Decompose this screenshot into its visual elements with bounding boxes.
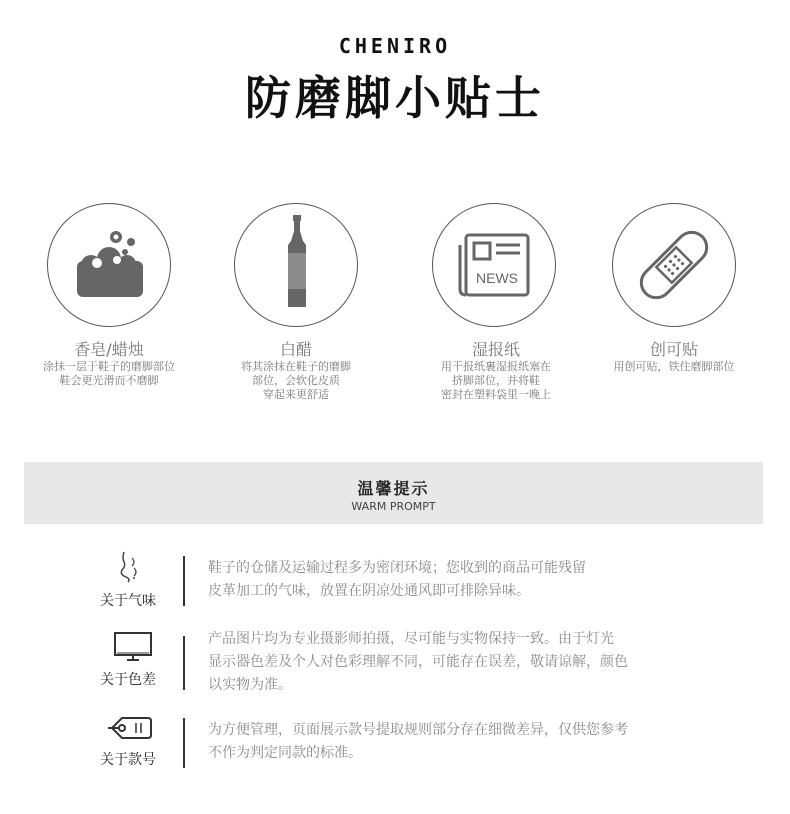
tip-desc-line: 挤脚部位，并将鞋 — [452, 374, 540, 387]
note-text-line: 鞋子的仓储及运输过程多为密闭环境；您收到的商品可能残留 — [208, 560, 586, 576]
tip-label-newspaper: 湿报纸 — [471, 340, 520, 359]
note-label-color: 关于色差 — [100, 672, 156, 688]
tip-desc-line: 涂抹一层于鞋子的磨脚部位 — [43, 360, 175, 373]
warm-prompt-banner — [24, 462, 763, 524]
note-text-smell — [208, 557, 698, 603]
note-text-line: 为方便管理，页面展示款号提取规则部分存在细微差异，仅供您参考 — [208, 722, 628, 738]
tip-desc-line: 将其涂抹在鞋子的磨脚 — [241, 360, 351, 373]
newspaper-icon — [432, 203, 556, 327]
bandage-icon — [612, 203, 736, 327]
tip-circle-soap — [47, 203, 171, 327]
note-text-line: 产品图片均为专业摄影师拍摄，尽可能与实物保持一致。由于灯光 — [208, 631, 614, 647]
note-text-style-number — [208, 719, 698, 765]
monitor-icon — [113, 631, 153, 663]
tip-label-soap: 香皂/蜡烛 — [74, 340, 144, 359]
svg-text:NEWS: NEWS — [476, 270, 518, 286]
note-text-line: 皮革加工的气味，放置在阴凉处通风即可排除异味。 — [208, 583, 530, 599]
tag-icon — [108, 714, 154, 742]
banner-subtitle: WARM PROMPT — [351, 500, 436, 513]
tip-circle-newspaper — [432, 203, 556, 327]
tip-desc-line: 用干报纸裹湿报纸塞在 — [441, 360, 551, 373]
tip-desc-line: 穿起来更舒适 — [263, 388, 329, 401]
tip-desc-line: 鞋会更光滑而不磨脚 — [59, 374, 159, 387]
smell-icon — [112, 548, 144, 584]
tip-desc-line: 部位，会软化皮质 — [252, 374, 340, 387]
note-text-line: 以实物为准。 — [208, 677, 292, 693]
tip-circle-vinegar — [234, 203, 358, 327]
vinegar-bottle-icon — [234, 203, 358, 327]
tip-label-bandage: 创可贴 — [649, 340, 698, 359]
soap-bubbles-icon — [47, 203, 171, 327]
note-text-color — [208, 628, 698, 697]
tip-label-vinegar: 白醋 — [279, 340, 312, 359]
tip-desc-line: 用创可贴，铁住磨脚部位 — [613, 360, 735, 373]
tip-desc-bandage — [574, 360, 774, 374]
banner-title: 温馨提示 — [357, 479, 430, 498]
tip-desc-vinegar — [196, 360, 396, 402]
tip-circle-bandage — [612, 203, 736, 327]
note-text-line: 不作为判定同款的标准。 — [208, 745, 362, 761]
brand-logo: CHENIRO — [338, 34, 452, 58]
note-divider — [183, 636, 185, 690]
note-label-smell: 关于气味 — [100, 593, 156, 609]
tip-desc-soap — [9, 360, 209, 388]
tip-desc-newspaper — [396, 360, 596, 402]
note-text-line: 显示器色差及个人对色彩理解不同，可能存在误差，敬请谅解，颜色 — [208, 654, 628, 670]
tip-desc-line: 密封在塑料袋里一晚上 — [441, 388, 551, 401]
note-divider — [183, 718, 185, 768]
note-label-style-number: 关于款号 — [100, 752, 156, 768]
page-title: 防磨脚小贴士 — [245, 71, 545, 125]
note-divider — [183, 556, 185, 606]
